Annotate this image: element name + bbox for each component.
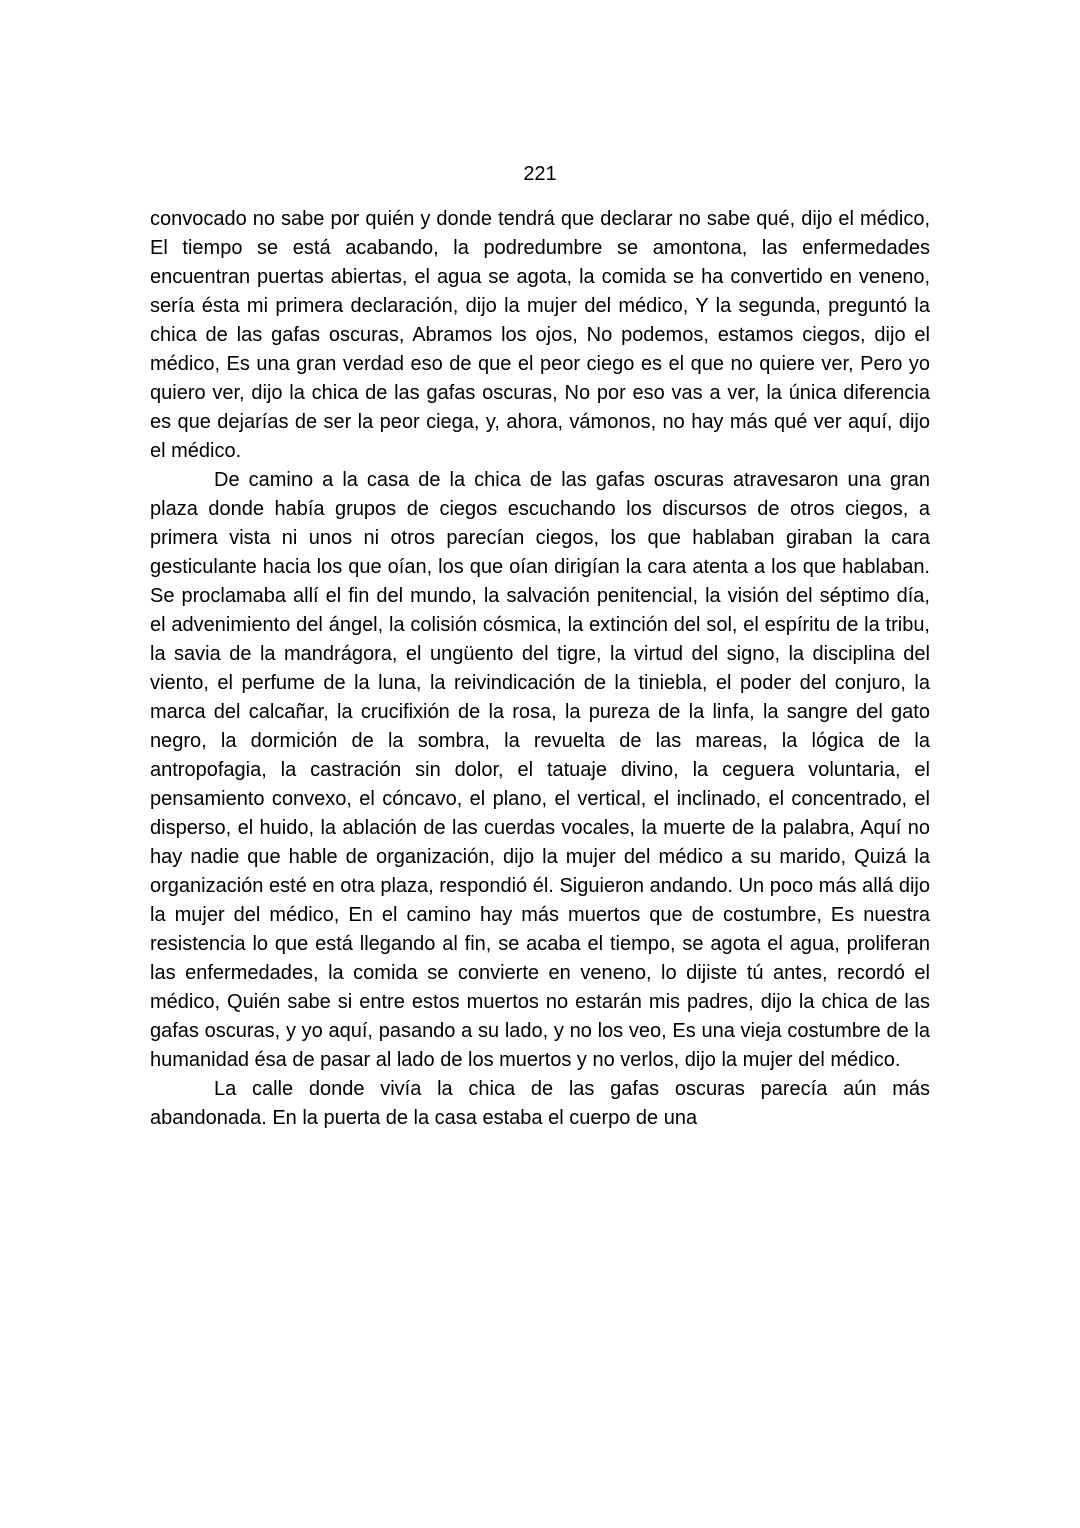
page-content: [150, 205, 930, 1133]
paragraph: De camino a la casa de la chica de las gafas oscuras atravesaron una gran plaza donde había grupos de ciegos escuchando los discursos de otros ciegos, a primera vista ni unos ni otros parecían ciegos, los que hablaban giraban la cara gesticulante hacia los que oían, los que oían dirigían la cara atenta a los que hablaban. Se proclamaba allí el fin del mundo, la salvación penitencial, la visión del séptimo día, el advenimiento del ángel, la colisión cósmica, la extinción del sol, el espíritu de la tribu, la savia de la mandrágora, el ungüento del tigre, la virtud del signo, la disciplina del viento, el perfume de la luna, la reivindicación de la tiniebla, el poder del conjuro, la marca del calcañar, la crucifixión de la rosa, la pureza de la linfa, la sangre del gato negro, la dormición de la sombra, la revuelta de las mareas, la lógica de la antropofagia, la castración sin dolor, el tatuaje divino, la ceguera voluntaria, el pensamiento convexo, el cóncavo, el plano, el vertical, el inclinado, el concentrado, el disperso, el huido, la ablación de las cuerdas vocales, la muerte de la palabra, Aquí no hay nadie que hable de organización, dijo la mujer del médico a su marido, Quizá la organización esté en otra plaza, respondió él. Siguieron andando. Un poco más allá dijo la mujer del médico, En el camino hay más muertos que de costumbre, Es nuestra resistencia lo que está llegando al fin, se acaba el tiempo, se agota el agua, proliferan las enfermedades, la comida se convierte en veneno, lo dijiste tú antes, recordó el médico, Quién sabe si entre estos muertos no estarán mis padres, dijo la chica de las gafas oscuras, y yo aquí, pasando a su lado, y no los veo, Es una vieja costumbre de la humanidad ésa de pasar al lado de los muertos y no verlos, dijo la mujer del médico.: [150, 469, 930, 1071]
page-number: 221: [523, 163, 557, 185]
paragraph: convocado no sabe por quién y donde tendrá que declarar no sabe qué, dijo el médico, El tiempo se está acabando, la podredumbre se amontona, las enfermedades encuentran puertas abiertas, el agua se agota, la comida se ha convertido en veneno, sería ésta mi primera declaración, dijo la mujer del médico, Y la segunda, preguntó la chica de las gafas oscuras, Abramos los ojos, No podemos, estamos ciegos, dijo el médico, Es una gran verdad eso de que el peor ciego es el que no quiere ver, Pero yo quiero ver, dijo la chica de las gafas oscuras, No por eso vas a ver, la única diferencia es que dejarías de ser la peor ciega, y, ahora, vámonos, no hay más qué ver aquí, dijo el médico.: [150, 208, 930, 462]
paragraph: La calle donde vivía la chica de las gafas oscuras parecía aún más abandonada. En la puerta de la casa estaba el cuerpo de una: [150, 1078, 930, 1129]
